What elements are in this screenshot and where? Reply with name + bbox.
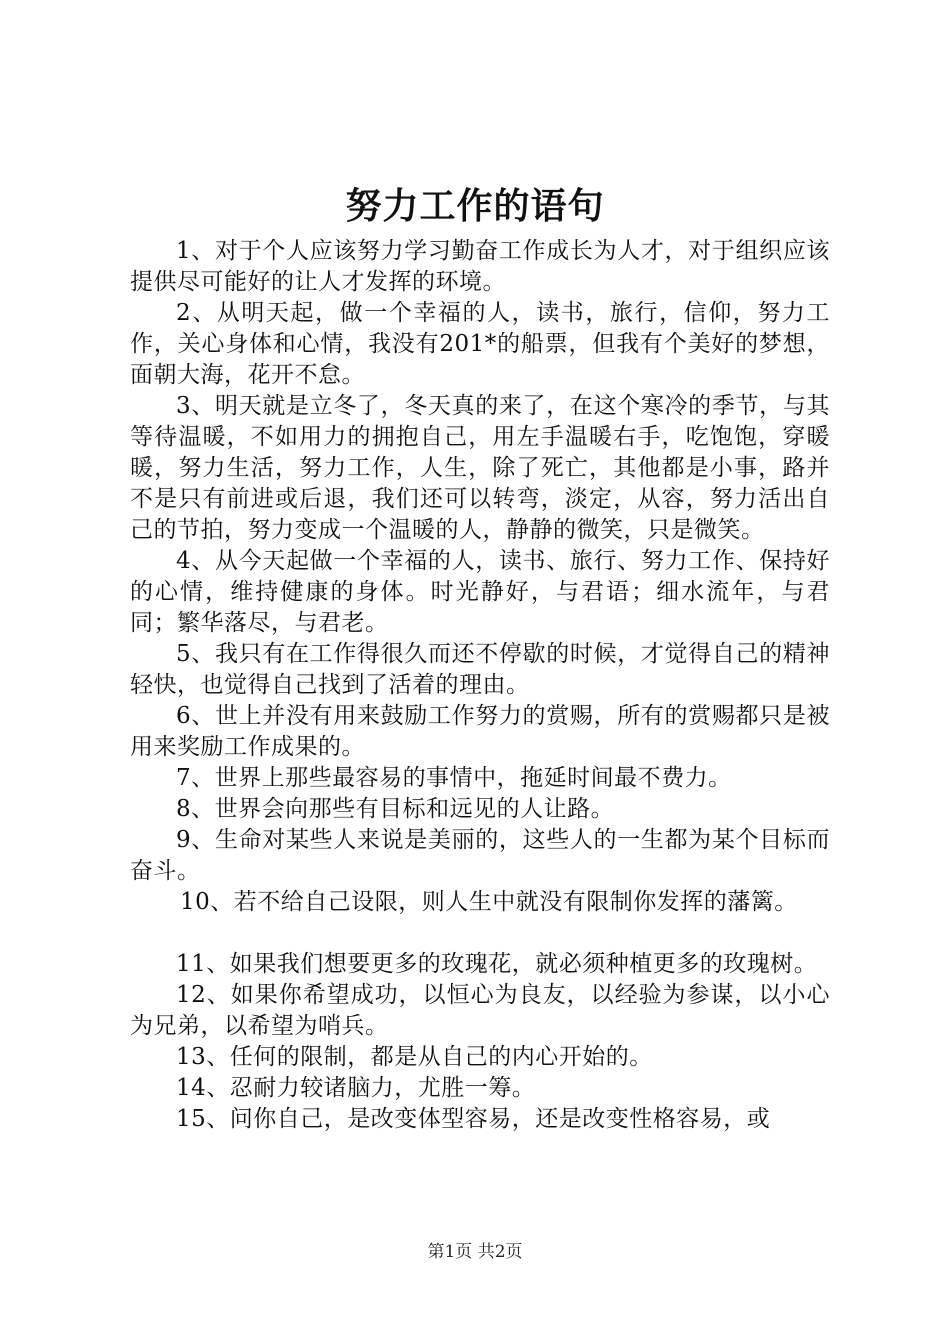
paragraph-13: 13、任何的限制，都是从自己的内心开始的。 bbox=[176, 1044, 653, 1070]
paragraph-4: 4、从今天起做一个幸福的人，读书、旅行、努力工作、保持好的心情，维持健康的身体。时光静好，与君语；细水流年，与君同；繁华落尽，与君老。 bbox=[130, 548, 830, 636]
paragraph-15: 15、问你自己，是改变体型容易，还是改变性格容易，或 bbox=[176, 1106, 771, 1132]
paragraph-14: 14、忍耐力较诸脑力，尤胜一筹。 bbox=[176, 1075, 536, 1101]
paragraph-3: 3、明天就是立冬了，冬天真的来了，在这个寒冷的季节，与其等待温暖，不如用力的拥抱自己，用左手温暖右手，吃饱饱，穿暖暖，努力生活，努力工作，人生，除了死亡，其他都是小事，路并不是只有前进或后退，我们还可以转弯，淡定，从容，努力活出自己的节拍，努力变成一个温暖的人，静静的微笑，只是微笑。 bbox=[130, 393, 830, 543]
page-title: 努力工作的语句 bbox=[345, 185, 605, 227]
document-body bbox=[130, 236, 830, 1135]
paragraph-11: 11、如果我们想要更多的玫瑰花，就必须种植更多的玫瑰树。 bbox=[176, 951, 818, 977]
paragraph-1: 1、对于个人应该努力学习勤奋工作成长为人才，对于组织应该提供尽可能好的让人才发挥的环境。 bbox=[130, 238, 830, 295]
paragraph-12: 12、如果你希望成功，以恒心为良友，以经验为参谋，以小心为兄弟，以希望为哨兵。 bbox=[130, 982, 830, 1039]
paragraph-5: 5、我只有在工作得很久而还不停歇的时候，才觉得自己的精神轻快，也觉得自己找到了活着的理由。 bbox=[130, 641, 830, 698]
paragraph-2: 2、从明天起，做一个幸福的人，读书，旅行，信仰，努力工作，关心身体和心情，我没有201*的船票，但我有个美好的梦想，面朝大海，花开不怠。 bbox=[130, 300, 830, 388]
paragraph-8: 8、世界会向那些有目标和远见的人让路。 bbox=[176, 796, 615, 822]
paragraph-9: 9、生命对某些人来说是美丽的，这些人的一生都为某个目标而奋斗。 bbox=[130, 827, 830, 884]
paragraph-6: 6、世上并没有用来鼓励工作努力的赏赐，所有的赏赐都只是被用来奖励工作成果的。 bbox=[130, 703, 830, 760]
paragraph-10: 10、若不给自己设限，则人生中就没有限制你发挥的藩篱。 bbox=[180, 889, 798, 915]
paragraph-7: 7、世界上那些最容易的事情中，拖延时间最不费力。 bbox=[176, 765, 732, 791]
page-footer: 第1页 共2页 bbox=[427, 1242, 523, 1262]
